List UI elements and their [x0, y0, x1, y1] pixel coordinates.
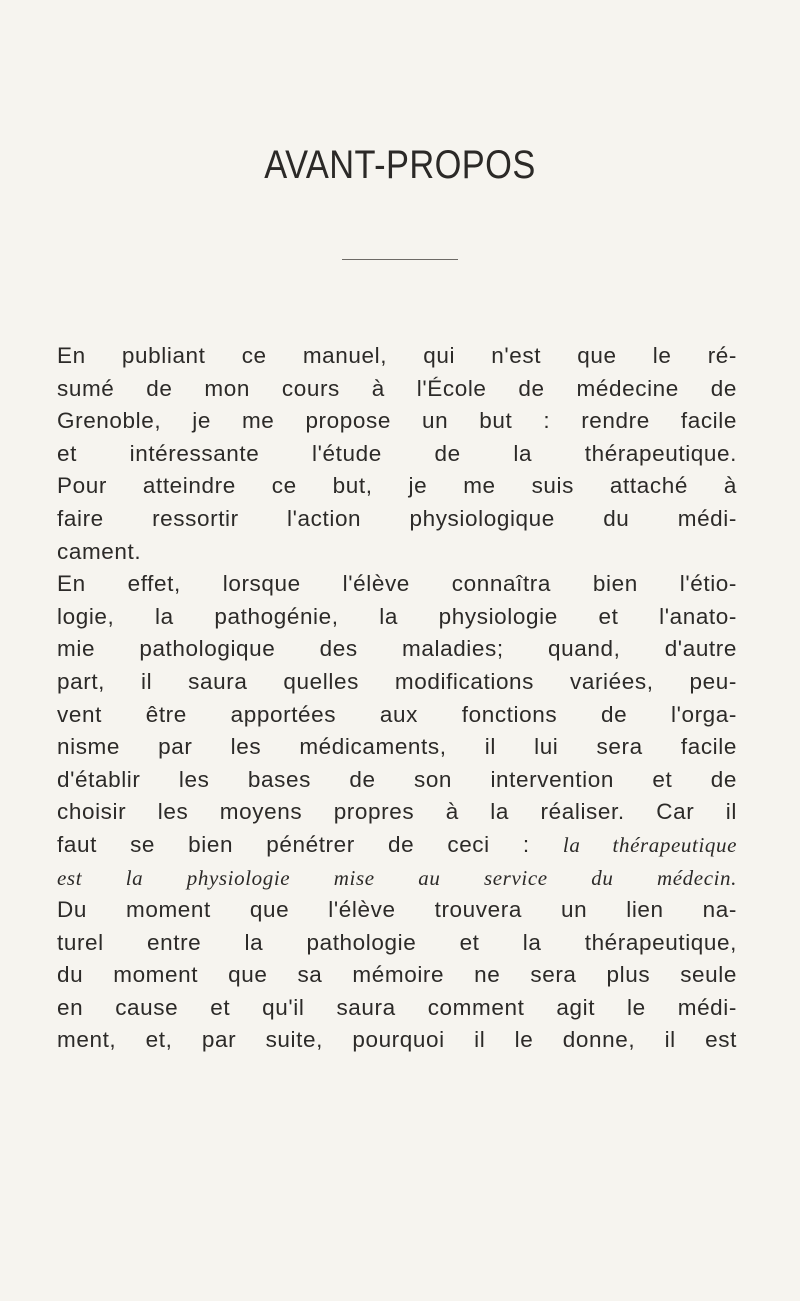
text-line-1: En publiant ce manuel, qui n'est que le ré- [57, 343, 737, 368]
text-line-14: d'établir les bases de son intervention et de [57, 766, 737, 792]
text-line-16 [57, 829, 737, 862]
text-line-16-italic: la thérapeutique [562, 832, 737, 857]
text-line-3: Grenoble, je me propose un but : rendre facile [57, 408, 737, 434]
text-line-19: turel entre la pathologie et la thérapeutique, [57, 929, 737, 955]
text-line-10: mie pathologique des maladies; quand, d'autre [57, 636, 737, 662]
page-title: AVANT-PROPOS [264, 143, 536, 187]
text-line-4: et intéressante l'étude de la thérapeutique. [57, 440, 737, 466]
text-line-7: cament. [57, 538, 142, 564]
title-rule [342, 259, 458, 260]
text-line-21: en cause et qu'il saura comment agit le médi- [57, 994, 737, 1020]
text-line-6: faire ressortir l'action physiologique du médi- [57, 505, 737, 531]
text-line-15: choisir les moyens propres à la réaliser. Car il [57, 799, 737, 825]
text-line-20: du moment que sa mémoire ne sera plus seule [57, 962, 737, 988]
text-line-8: En effet, lorsque l'élève connaîtra bien l'étio- [57, 571, 737, 597]
text-line-16-roman: faut se bien pénétrer de ceci : [57, 831, 563, 857]
text-line-9: logie, la pathogénie, la physiologie et l'anato- [57, 603, 737, 629]
text-line-13: nisme par les médicaments, il lui sera facile [57, 734, 737, 760]
text-line-17: est la physiologie mise au service du médecin. [57, 865, 737, 890]
text-line-5: Pour atteindre ce but, je me suis attaché à [57, 473, 737, 499]
text-line-2: sumé de mon cours à l'École de médecine de [57, 375, 737, 401]
text-line-11: part, il saura quelles modifications variées, peu- [57, 668, 737, 694]
text-line-18: Du moment que l'élève trouvera un lien na- [57, 897, 737, 923]
text-line-22: ment, et, par suite, pourquoi il le donne, il est [57, 1027, 737, 1053]
text-line-12: vent être apportées aux fonctions de l'orga- [57, 701, 737, 727]
body-text [57, 340, 737, 1057]
